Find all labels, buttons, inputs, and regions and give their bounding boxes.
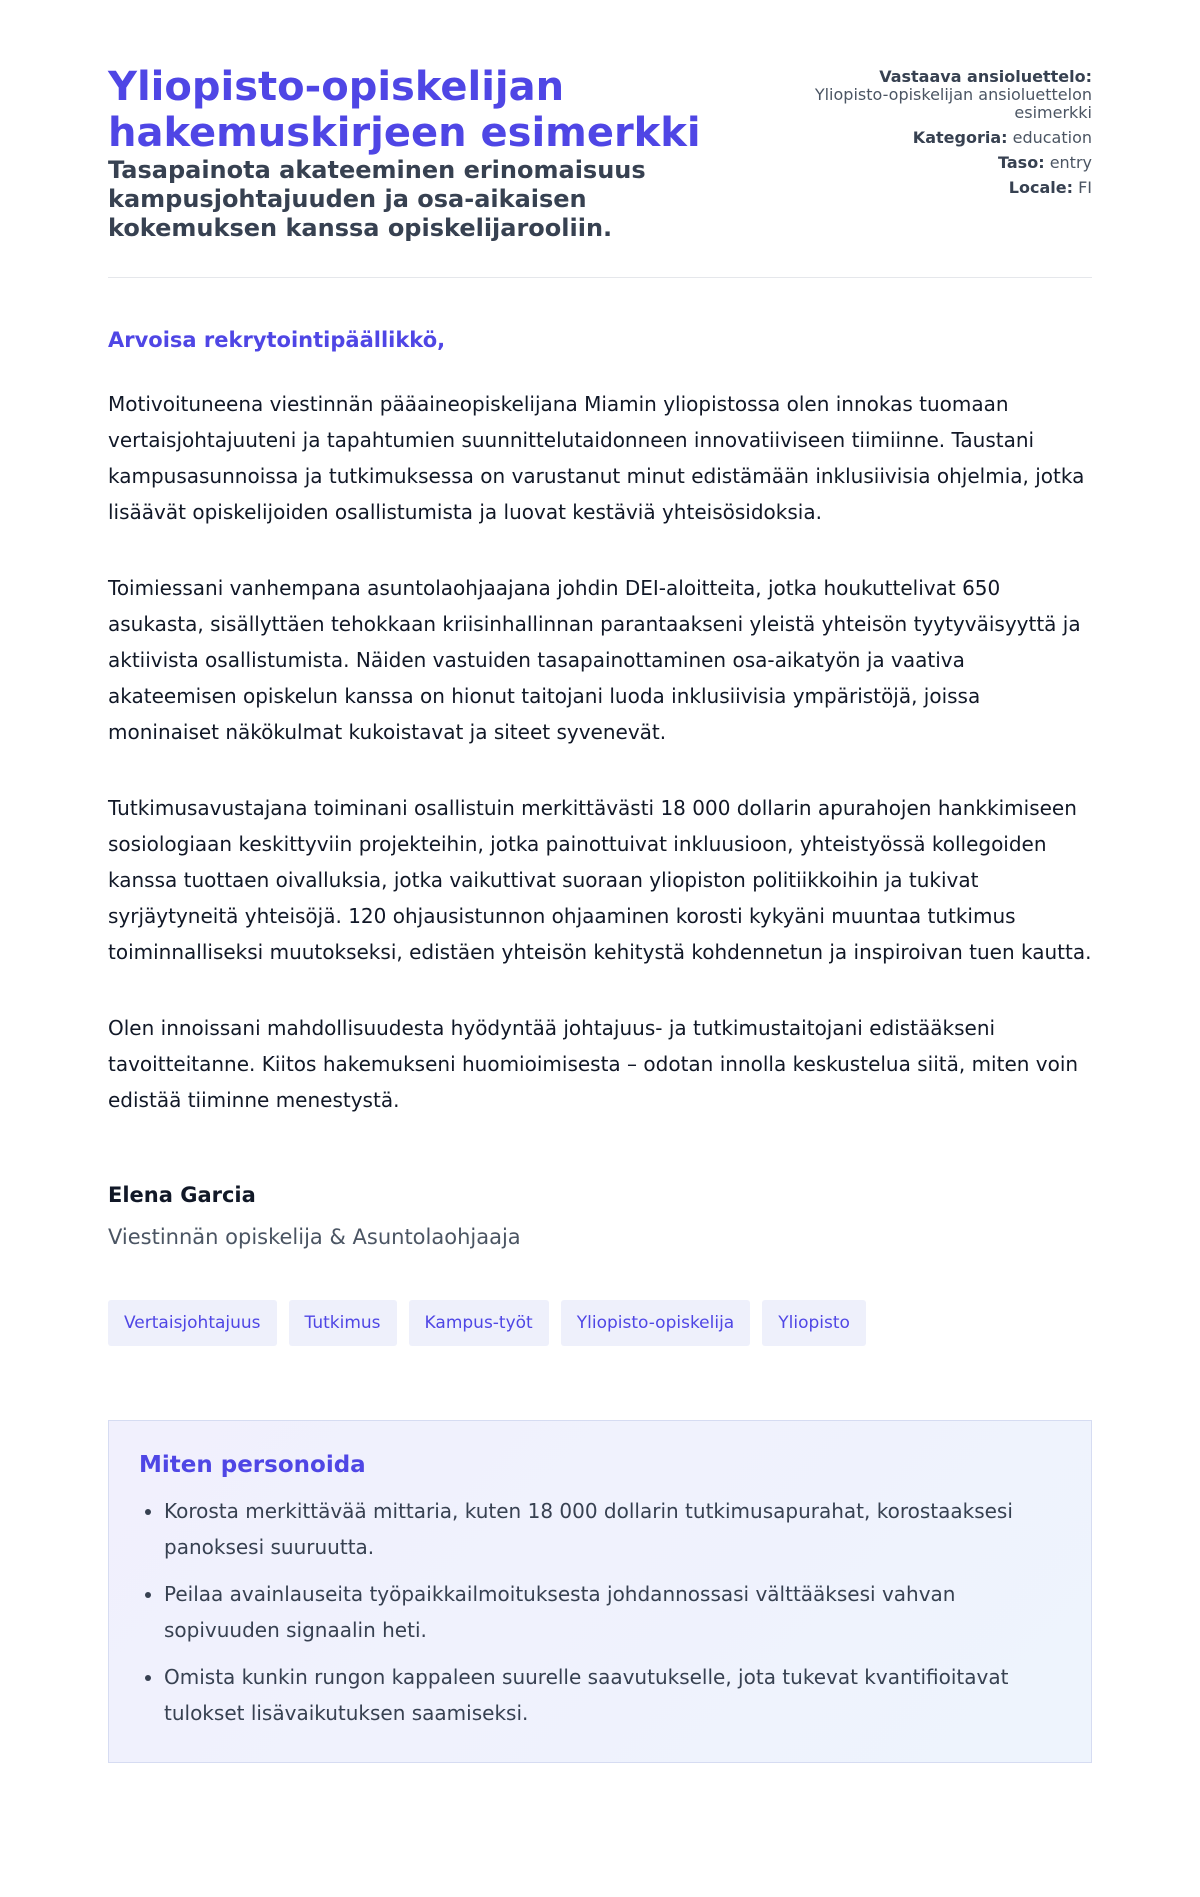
letter-paragraph: Olen innoissani mahdollisuudesta hyödyntää johtajuus- ja tutkimustaitojani edistääkseni tavoitteitanne. Kiitos hakemukseni huomioimisesta – odotan innolla keskustelua siitä, miten voin edistää tiiminne menestystä. — [108, 1016, 1079, 1112]
header-titles — [108, 64, 748, 243]
cover-letter-page — [108, 0, 1092, 1763]
meta-panel — [792, 64, 1092, 204]
signature-block — [108, 1182, 1092, 1250]
meta-related-label: Vastaava ansioluettelo: — [879, 67, 1092, 86]
page-title: Yliopisto-opiskelijan hakemuskirjeen esimerkki — [108, 64, 701, 156]
page-header — [108, 64, 1092, 278]
letter-paragraph: Tutkimusavustajana toiminani osallistuin merkittävästi 18 000 dollarin apurahojen hankkimiseen sosiologiaan keskittyviin projekteihin, jotka painottuivat inkluusioon, yhteistyössä kollegoiden kanssa tuottaen oivalluksia, jotka vaikuttivat suoraan yliopiston politiikkoihin ja tukivat syrjäytyneitä yhteisöjä. 120 ohjausistunnon ohjaaminen korosti kykyäni muuntaa tutkimus toiminnalliseksi muutokseksi, edistäen yhteisön kehitystä kohdennetun ja inspiroivan tuen kautta. — [108, 796, 1092, 964]
meta-related-resume — [792, 68, 1092, 122]
meta-category-value: education — [1012, 128, 1092, 147]
meta-level — [792, 154, 1092, 172]
meta-locale-value: FI — [1078, 178, 1092, 197]
meta-locale — [792, 179, 1092, 197]
tip-item: • Omista kunkin rungon kappaleen suurelle saavutukselle, jota tukevat kvantifioitavat tulokset lisävaikutuksen saamiseksi. — [164, 1659, 1061, 1731]
page-subtitle: Tasapainota akateeminen erinomaisuus kampusjohtajuuden ja osa-aikaisen kokemuksen kanssa opiskelijarooliin. — [108, 156, 646, 242]
signature-name: Elena Garcia — [108, 1183, 256, 1207]
meta-category-label: Kategoria: — [912, 128, 1008, 147]
tag-tutkimus[interactable]: Tutkimus — [289, 1300, 397, 1346]
letter-paragraph: Toimiessani vanhempana asuntolaohjaajana johdin DEI-aloitteita, jotka houkuttelivat 650 asukasta, sisällyttäen tehokkaan kriisinhallinnan parantaakseni yleistä yhteisön tyytyväisyyttä ja aktiivista osallistumista. Näiden vastuiden tasapainottaminen osa-aikatyön ja vaativa akateemisen opiskelun kanssa on hionut taitojani luoda inklusiivisia ympäristöjä, joissa moninaiset näkökulmat kukoistavat ja siteet syvenevät. — [108, 576, 1081, 744]
meta-locale-label: Locale: — [1008, 178, 1073, 197]
tip-item: • Peilaa avainlauseita työpaikkailmoituksesta johdannossasi välttääksesi vahvan sopivuuden signaalin heti. — [164, 1576, 1061, 1648]
tag-list — [108, 1300, 1092, 1346]
meta-level-value: entry — [1049, 153, 1092, 172]
meta-related-value[interactable]: Yliopisto-opiskelijan ansioluettelon esimerkki — [814, 85, 1092, 122]
letter-paragraph: Motivoituneena viestinnän pääaineopiskelijana Miamin yliopistossa olen innokas tuomaan vertaisjohtajuuteni ja tapahtumien suunnittelutaidonneen innovatiiviseen tiimiinne. Taustani kampusasunnoissa ja tutkimuksessa on varustanut minut edistämään inklusiivisia ohjelmia, jotka lisäävät opiskelijoiden osallistumista ja luovat kestäviä yhteisösidoksia. — [108, 392, 1085, 524]
letter-salutation: Arvoisa rekrytointipäällikkö, — [108, 328, 446, 352]
meta-level-label: Taso: — [998, 153, 1045, 172]
tips-title: Miten personoida — [139, 1452, 366, 1478]
tip-item: • Korosta merkittävää mittaria, kuten 18 000 dollarin tutkimusapurahat, korostaaksesi panoksesi suuruutta. — [164, 1493, 1061, 1565]
personalization-tips — [108, 1420, 1092, 1763]
tips-list — [139, 1493, 1061, 1731]
letter-body — [108, 278, 1092, 1250]
tag-yliopisto[interactable]: Yliopisto — [762, 1300, 866, 1346]
tag-vertaisjohtajuus[interactable]: Vertaisjohtajuus — [108, 1300, 277, 1346]
tag-kampus-tyot[interactable]: Kampus-työt — [409, 1300, 549, 1346]
signature-role: Viestinnän opiskelija & Asuntolaohjaaja — [108, 1225, 521, 1249]
meta-category — [792, 129, 1092, 147]
tag-yliopisto-opiskelija[interactable]: Yliopisto-opiskelija — [561, 1300, 751, 1346]
